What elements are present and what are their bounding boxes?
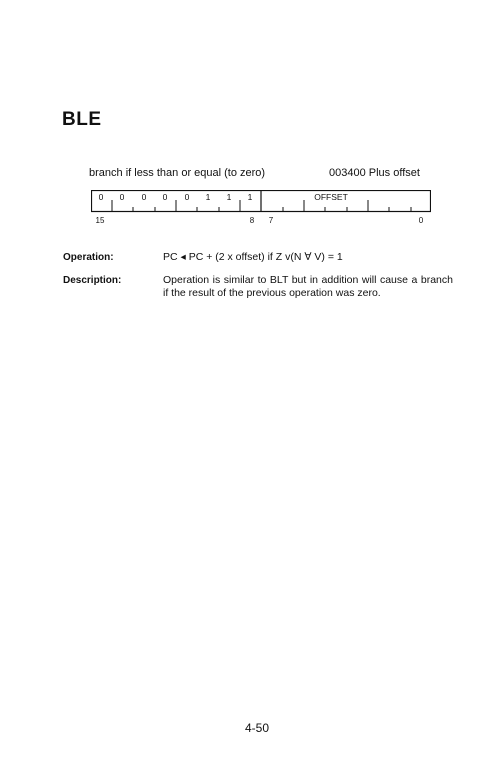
bit-number-15: 15 [95, 216, 105, 225]
bit-number-0: 0 [418, 216, 424, 225]
operation-text: PC ◂ PC + (2 x offset) if Z v(N ∀ V) = 1 [163, 251, 343, 263]
instruction-format-diagram [91, 190, 431, 225]
bit-11-value: 0 [184, 192, 190, 202]
bit-9-value: 1 [226, 192, 232, 202]
instruction-mnemonic: BLE [62, 109, 102, 130]
description-text: Operation is similar to BLT but in addition will cause a branch if the result of the previous operation was zero. [163, 274, 453, 299]
page-number: 4-50 [245, 721, 270, 735]
operation-label: Operation: [63, 252, 114, 263]
bit-number-7: 7 [268, 216, 274, 225]
bit-14-value: 0 [119, 192, 125, 202]
description-label: Description: [63, 275, 122, 286]
bit-13-value: 0 [141, 192, 147, 202]
instruction-opcode: 003400 Plus offset [329, 167, 420, 179]
instruction-description: branch if less than or equal (to zero) [89, 167, 266, 179]
bit-number-8: 8 [249, 216, 255, 225]
bit-15-value: 0 [98, 192, 104, 202]
offset-field-label: OFFSET [314, 192, 348, 202]
bit-8-value: 1 [247, 192, 253, 202]
bit-12-value: 0 [162, 192, 168, 202]
bit-field-svg [91, 190, 431, 226]
bit-10-value: 1 [205, 192, 211, 202]
